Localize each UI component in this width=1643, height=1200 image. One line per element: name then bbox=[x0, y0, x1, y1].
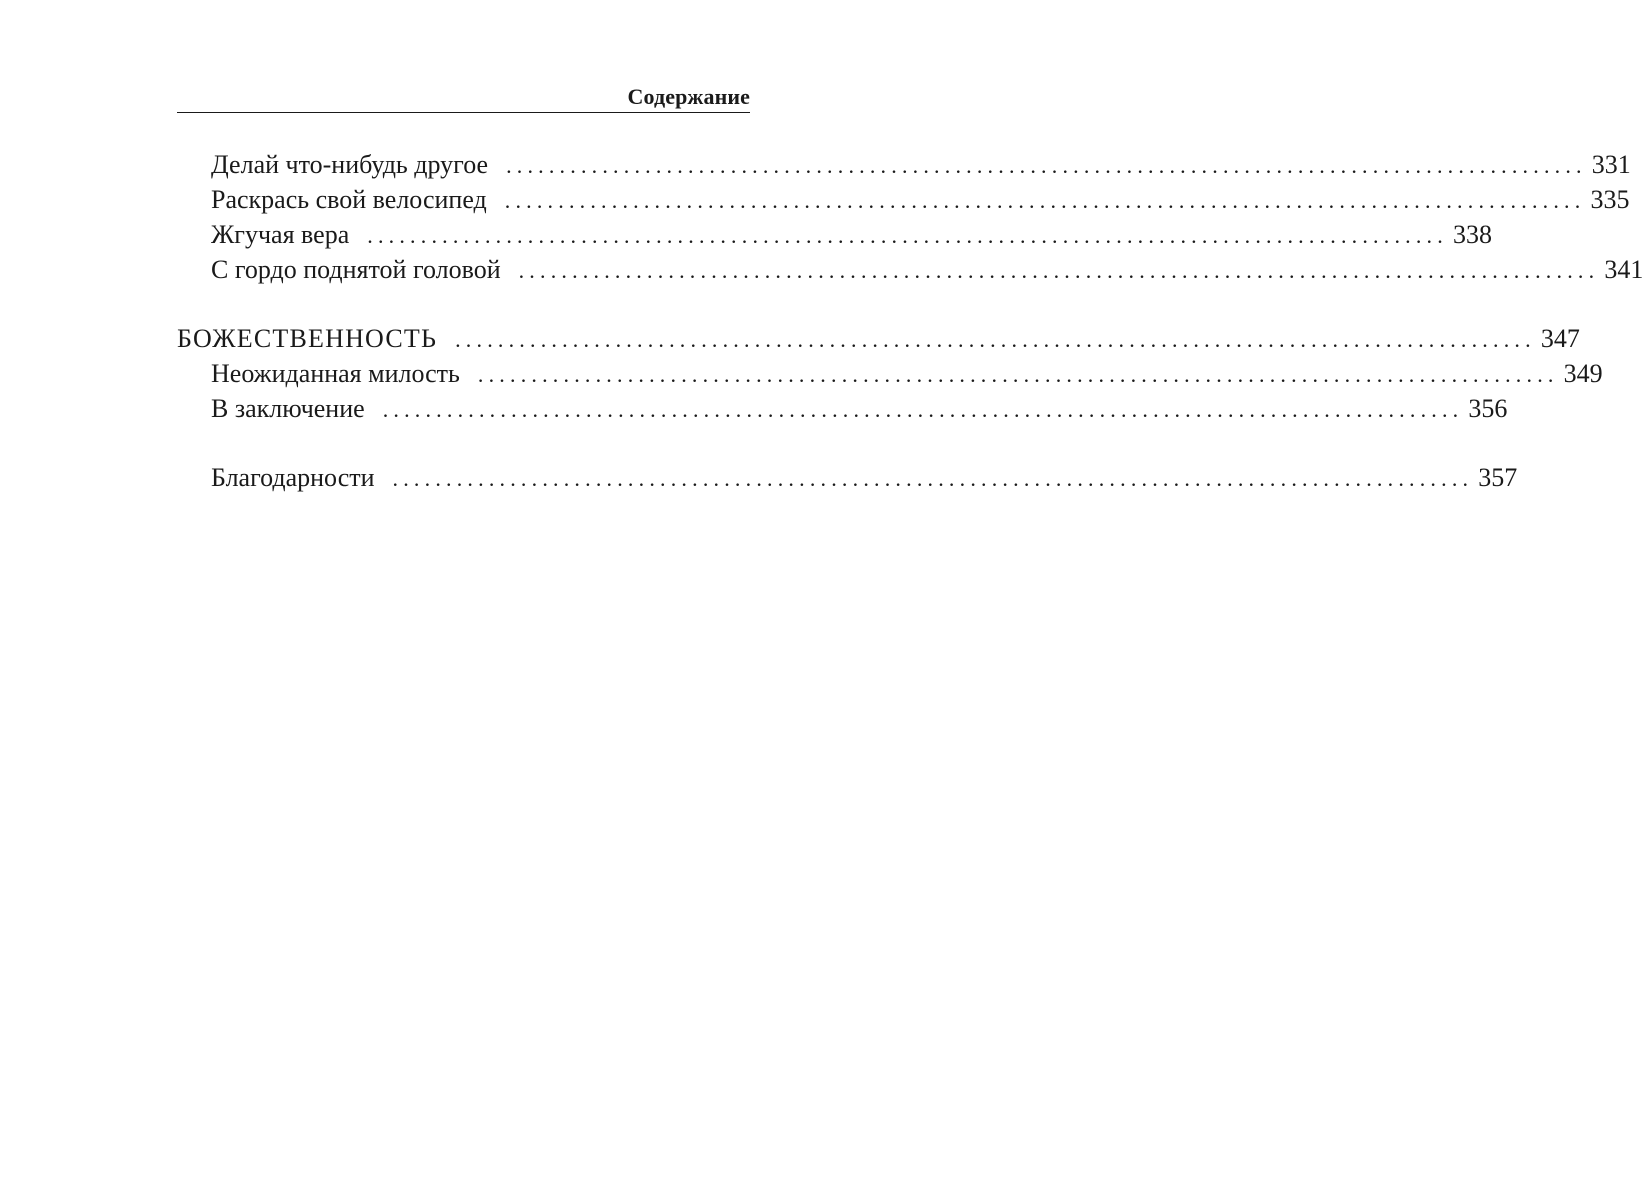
toc-entry-title: С гордо поднятой головой bbox=[211, 255, 501, 284]
toc-dot-leader: ..................................................................................................... bbox=[518, 258, 1600, 283]
toc-dot-leader: ..................................................................................................... bbox=[392, 466, 1474, 491]
toc-entry[interactable] bbox=[211, 149, 1631, 181]
toc-entry-page: 347 bbox=[1540, 324, 1580, 353]
toc-entry-title: Жгучая вера bbox=[211, 220, 350, 249]
toc-entry-title: Раскрась свой велосипед bbox=[211, 185, 487, 214]
toc-entry[interactable] bbox=[211, 393, 1508, 425]
toc-part-title: БОЖЕСТВЕННОСТЬ bbox=[177, 324, 438, 353]
toc-entry-title: Делай что-нибудь другое bbox=[211, 150, 489, 179]
toc-entry[interactable] bbox=[211, 462, 1518, 494]
running-head-title: Содержание bbox=[627, 84, 750, 109]
toc-entry-page: 331 bbox=[1591, 150, 1631, 179]
toc-entry[interactable] bbox=[211, 219, 1492, 251]
toc-dot-leader: ..................................................................................................... bbox=[455, 327, 1536, 352]
toc-part-entry[interactable] bbox=[177, 323, 1580, 355]
toc-entry-page: 357 bbox=[1478, 463, 1518, 492]
toc-entry-page: 341 bbox=[1604, 255, 1643, 284]
toc-entry[interactable] bbox=[211, 254, 1643, 286]
toc-entry[interactable] bbox=[211, 358, 1603, 390]
toc-dot-leader: ..................................................................................................... bbox=[382, 397, 1464, 422]
toc-entry[interactable] bbox=[211, 184, 1630, 216]
toc-entry-title: Благодарности bbox=[211, 463, 375, 492]
toc-entry-title: В заключение bbox=[211, 394, 365, 423]
toc-entry-title: Неожиданная милость bbox=[211, 359, 460, 388]
toc-entry-page: 356 bbox=[1468, 394, 1508, 423]
toc-entry-page: 349 bbox=[1563, 359, 1603, 388]
toc-entry-page: 338 bbox=[1452, 220, 1492, 249]
toc-dot-leader: ..................................................................................................... bbox=[367, 223, 1448, 248]
toc-entry-page: 335 bbox=[1590, 185, 1630, 214]
toc-dot-leader: ..................................................................................................... bbox=[506, 153, 1587, 178]
toc-dot-leader: ..................................................................................................... bbox=[477, 362, 1559, 387]
toc-dot-leader: ..................................................................................................... bbox=[504, 188, 1586, 213]
